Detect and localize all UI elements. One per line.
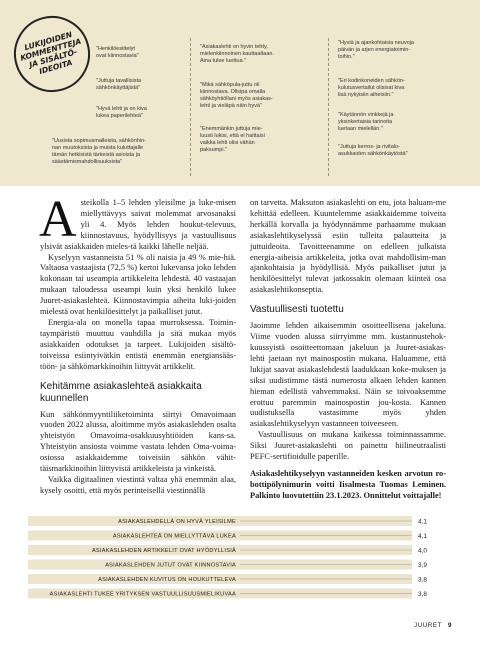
- section-heading: Vastuullisesti tuotettu: [250, 304, 344, 316]
- reader-quote: "Juttuja kerros- ja rivitalo- asukkaiden sähkönkäytöstä": [338, 144, 408, 157]
- reader-quote: "Käytännön vinkkejä ja yksinkertaisia tarinoita luetaan mielellän.": [338, 112, 394, 132]
- article-column-left: [39, 191, 236, 497]
- chart-category-label: ASIAKASLEHDELLÄ ON HYVÄ YLEISILME: [118, 519, 236, 525]
- prize-winner-note: Asiakaslehtikyselyyn vastanneiden kesken arvotun ro-bottipölynimurin voitti Iisalmesta Tuomas Leminen. Palkinto luovutettiin 23.1.2023. Onnittelut voittajalle!: [250, 468, 446, 500]
- chart-category-label: ASIAKASLEHDEN ARTIKKELIT OVAT HYÖDYLLISIÄ: [91, 548, 236, 554]
- chart-value-label: 4,1: [418, 518, 427, 526]
- article-paragraph: Vaikka digitaalinen viestintä valtaa yhä enemmän alaa, kysely osoitti, että myös perinteisellä viestinnällä: [40, 474, 236, 495]
- reader-quote: "Enemmänkin juttuja mie- luusti lukisi, että ei haittaisi vaikka lehti olisi vähän paksumpi.": [200, 126, 265, 153]
- chart-category-label: ASIAKASLEHDEN JUTUT OVAT KIINNOSTAVIA: [105, 562, 236, 569]
- column-divider: [190, 38, 191, 176]
- drop-cap: A: [39, 191, 77, 248]
- reader-quote: "Juttuja tavallisista sähkönkäyttäjistä": [96, 78, 142, 91]
- article-paragraph: Vastuullisuus on mukana kaikessa toiminnassamme. Siksi Juuret-asiakaslehti on painettu hiilineutraalisti PEFC-sertifioidulle paperille.: [250, 430, 446, 462]
- column-divider: [328, 38, 329, 176]
- chart-value-label: 3,9: [418, 561, 427, 569]
- reader-quote: "Asiakaslehti on hyvin tehty, mielenkiinnoinen kauttaaltaan. Aina tulee luettua.": [200, 44, 274, 64]
- reader-quote: "Mikä sähköpula-juttu oli kiinnostava. Ollsipa omalla sähköyhtiöllani myös asiakas- lehti ja vieläpä näin hyvä": [200, 82, 273, 109]
- survey-results-chart: [0, 508, 480, 608]
- article-column-right: [250, 198, 446, 502]
- article-paragraph: Jaoimme lehden aikaisemmin osoitteellisena jakeluna. Viime vuoden alussa siirryimme mm. kustannustehok-kuussyistä osoitteettomaan jakeluun ja Juuret-asiakas-lehti jaetaan nyt mainospostin mukana. Haluamme, että lukijat saavat asiakaslehdestä laadukkaan koke-muksen ja siksi uudistimme tästä numerosta alkaen lehden kannen hieman edellistä vahvemmaksi. Näin se toivoaksemme erottuu paremmin mainospostin jou-kosta. Kannen uudistuksella vastasimme myös yhden asiakaslehtikyselyyn vastanneen toiveeseen.: [250, 321, 446, 429]
- reader-quote: "Henkilöesittelyt ovat kiinnostavia": [96, 46, 139, 59]
- chart-value-label: 4,1: [418, 532, 427, 540]
- article-paragraph: Kyselyyn vastanneista 51 % oli naisia ja 49 % mie-hiä. Valtaosa vastaajista (72,5 %) kertoi lukevansa joko lehden kokonaan tai useampia artikkeleita lehdestä. 40 vastaajan mukaan taloudessa useampi kuin yksi henkilö lukee Juuret-asiakaslehteä. Kiinnostavimpia aiheita luki-joiden mielestä ovat henkilöesittelyt ja paikalliset jutut.: [40, 252, 236, 317]
- page-number: 9: [447, 622, 452, 629]
- reader-quote: "Hyvä lehti ja on kiva lukea paperilehteä": [96, 106, 147, 119]
- chart-value-label: 3,8: [418, 590, 427, 598]
- badge-text: LUKIJOIDEN KOMMENTTEJA JA SISÄLTÖ- IDEOITA: [19, 29, 83, 77]
- chart-value-label: 4,0: [418, 547, 427, 555]
- article-paragraph: Energia-ala on monella tapaa murroksessa. Toimin-taympäristö muuttuu vauhdilla ja sitä mukaa myös asiakkaiden odotukset ja tarpeet. Lukijoiden sisältö-toiveissa esiintyivätkin entistä enemmän energiansääs-töön- ja sähkömarkkinoihin liittyvät artikkelit.: [40, 317, 236, 371]
- chart-category-label: ASIAKASLEHTEÄ ON MIELLYTTÄVÄ LUKEA: [112, 533, 236, 540]
- article-paragraph: Asteikolla 1–5 lehden yleisilme ja luke-misen miellyttävyys saivat molemmat arvosanaksi yli 4. Myös lehden houkut-televuus, kiinnostavuus, hyödyllisyys ja vastuullisuus ylsivät asiakkaiden mieles-tä kaikki lähelle neljää.: [39, 191, 236, 251]
- comments-badge: [5, 7, 99, 101]
- reader-quote: "Eri kodinkoneiden sähkön- kulutusvertailut olisivat kiva lisä nykyisiin aiheisiin.": [338, 78, 405, 98]
- reader-comments-section: [0, 0, 480, 186]
- chart-value-label: 3,8: [418, 576, 427, 584]
- section-heading: Kehitämme asiakaslehteä asiakkaita kuunnellen: [40, 380, 202, 404]
- chart-category-label: ASIAKASLEHTI TUKEE YRITYKSEN VASTUULLISUUSMIELIKUVAA: [49, 591, 236, 598]
- page-footer: [414, 622, 452, 629]
- reader-quote: "Hyviä ja ajankohtaisia neuvoja päivän ja arjen energiatoimin- toihin.": [338, 40, 414, 60]
- chart-category-label: ASIAKASLEHDEN KUVITUS ON HOUKUTTELEVA: [98, 577, 236, 583]
- article-paragraph: Kun sähkönmyyntiliiketoiminta siirtyi Omavoimaan vuoden 2022 alussa, aloitimme myös asiakaslehden osalta yhteistyön Omavoima-osakkuusyhtiöiden kans-sa. Yhteistyön ansiosta voimme vastata lehden Oma-voima-osiossa asiakkaidemme toiveisiin sähkön vähit-täismarkkinoihin liittyvistä artikkeleista ja vinkeistä.: [40, 409, 236, 474]
- reader-quote: "Uusista sopimusmalleista, sähkönhin- nan muutoksista ja muista kuluttajalle tämän hetkisistä tärkeistä asioista ja säästämismahdollisuuksista": [52, 138, 146, 165]
- magazine-name: JUURET: [413, 622, 442, 629]
- article-paragraph: on tarvetta. Maksuton asiakaslehti on etu, jota haluam-me kehittää edelleen. Kuuntelemme asiakkaidemme toiveita herkällä korvalla ja hyödynnämme parhaamme mukaan asiakaslehtikyselyssä esiin tulleita palautteita ja juttuideoita. Tavoitteenamme on edelleen julkaista energia-aiheisia artikkeleita, jotka ovat mahdollisim-man ajankohtaisia ja hyödyllisiä. Myös paikalliset jutut ja henkilöesittelyt tulevat jatkossakin olemaan kiinteä osa asiakaslehtikonseptia.: [250, 198, 446, 295]
